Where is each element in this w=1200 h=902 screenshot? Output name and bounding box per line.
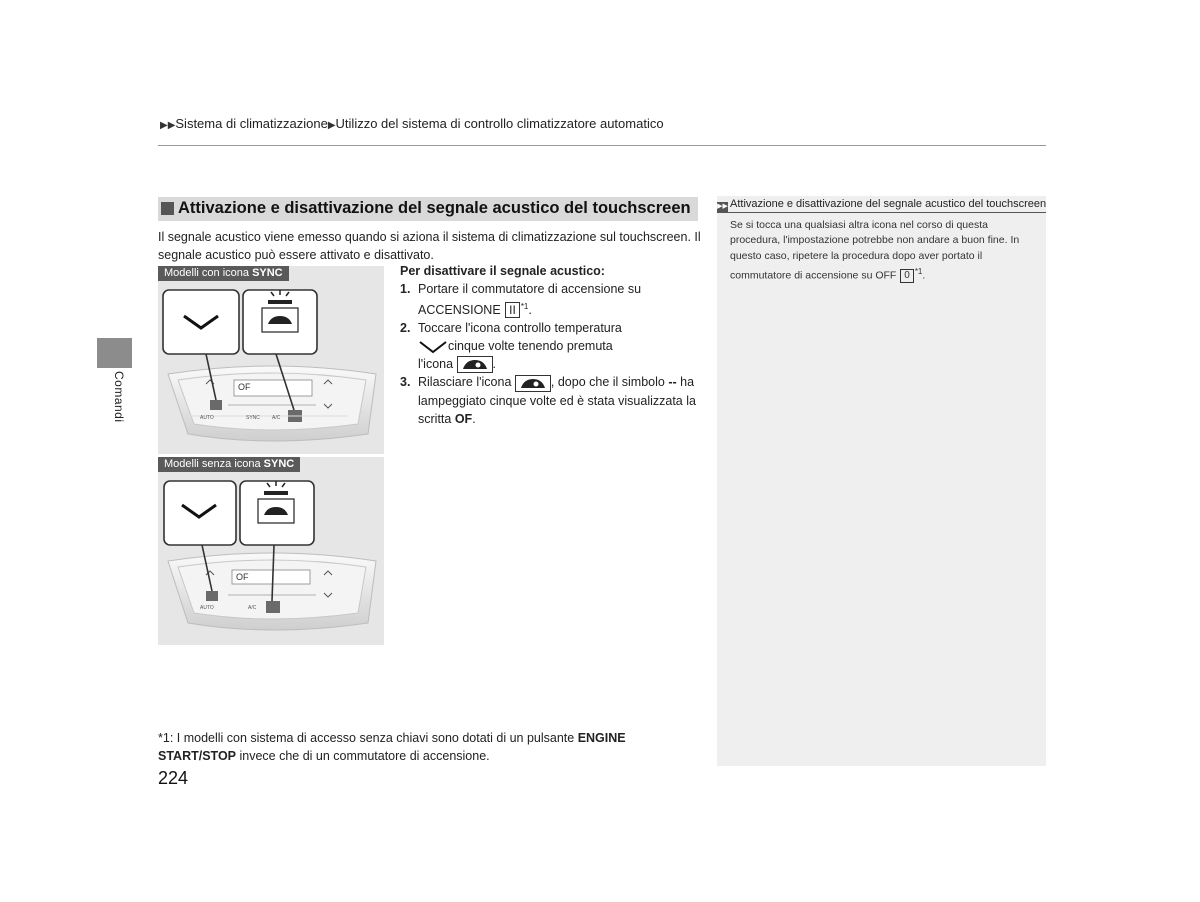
breadcrumb-arrow-icon: ▶ xyxy=(327,120,336,131)
sidebar-note xyxy=(717,196,1046,766)
step-text: Rilasciare l'icona xyxy=(418,375,512,390)
step-text: Toccare l'icona controllo temperatura xyxy=(418,321,622,336)
figure-with-sync xyxy=(158,266,384,454)
panel-button-label: A/C xyxy=(272,415,281,421)
step-text: l'icona xyxy=(418,357,454,372)
chapter-tab-marker xyxy=(97,338,132,368)
procedure-step xyxy=(400,280,700,319)
panel-button-label: AUTO xyxy=(200,415,214,421)
section-heading xyxy=(158,197,698,221)
chapter-tab-label: Comandi xyxy=(112,371,126,423)
breadcrumb-item: Utilizzo del sistema di controllo climatizzatore automatico xyxy=(335,116,664,131)
step-text: ha lampeggiato cinque volte ed è stata visualizzata la scritta xyxy=(418,375,696,426)
sidebar-body xyxy=(730,218,1035,284)
procedure-heading: Per disattivare il segnale acustico: xyxy=(400,264,605,278)
ignition-key-symbol: II xyxy=(505,302,520,318)
footnote xyxy=(158,729,698,765)
footnote-text: *1: I modelli con sistema di accesso senza chiavi sono dotati di un pulsante xyxy=(158,731,578,745)
procedure-step xyxy=(400,319,700,373)
page-number: 224 xyxy=(158,768,189,788)
car-recirculation-icon xyxy=(515,375,551,392)
figure-caption: Modelli con icona SYNC xyxy=(158,266,289,281)
car-recirculation-icon xyxy=(457,356,493,373)
breadcrumb xyxy=(160,116,664,131)
sidebar-text: Se si tocca una qualsiasi altra icona nel corso di questa procedura, l'impostazione potrebbe non andare a buon fine. In questo caso, ripetere la procedura dopo aver portato il commutatore di accensione su OFF xyxy=(730,219,1020,282)
figure-without-sync xyxy=(158,457,384,645)
panel-button-label: AUTO xyxy=(200,605,214,611)
panel-display-text: OF xyxy=(238,382,251,392)
ignition-off-symbol: 0 xyxy=(900,269,914,283)
step-text: , dopo che il simbolo xyxy=(550,375,665,390)
section-intro: Il segnale acustico viene emesso quando si aziona il sistema di climatizzazione sul touchscreen. Il segnale acustico può essere attivato e disattivato. xyxy=(158,230,701,262)
step-number: 3. xyxy=(400,375,411,390)
sidebar-title-text: Attivazione e disattivazione del segnale acustico del touchscreen xyxy=(730,198,1047,210)
breadcrumb-arrow-icon: ▶▶ xyxy=(160,120,176,131)
procedure xyxy=(400,262,700,428)
sidebar-end: . xyxy=(922,269,926,282)
climate-panel-illustration xyxy=(158,457,384,645)
display-symbol: -- xyxy=(668,375,677,390)
procedure-step xyxy=(400,373,700,427)
step-end: . xyxy=(472,411,476,426)
step-number: 1. xyxy=(400,282,411,296)
note-arrow-icon: ▶▶ xyxy=(717,203,728,210)
figure-caption: Modelli senza icona SYNC xyxy=(158,457,300,472)
panel-button-label: SYNC xyxy=(246,415,260,421)
footnote-bold: ENGINE START/STOP xyxy=(158,731,626,763)
chevron-down-icon xyxy=(418,340,448,354)
section-square-icon xyxy=(161,202,174,215)
section-title: Attivazione e disattivazione del segnale acustico del touchscreen xyxy=(178,199,691,217)
step-end: . xyxy=(528,303,532,318)
step-end: . xyxy=(492,357,497,372)
step-number: 2. xyxy=(400,321,411,336)
panel-button-label: A/C xyxy=(248,605,257,611)
step-text: cinque volte tenendo premuta xyxy=(448,339,613,354)
footnote-text: invece che di un commutatore di accensione. xyxy=(236,749,490,763)
footnote-ref: *1 xyxy=(520,302,529,311)
sidebar-title xyxy=(717,196,1046,213)
display-text-of: OF xyxy=(454,411,473,426)
climate-panel-illustration xyxy=(158,266,384,454)
header-divider xyxy=(158,145,1046,146)
footnote-ref: *1 xyxy=(914,266,923,276)
step-text: Portare il commutatore di accensione su ACCENSIONE xyxy=(418,282,642,318)
panel-display-text: OF xyxy=(236,572,249,582)
breadcrumb-item: Sistema di climatizzazione xyxy=(175,116,328,131)
